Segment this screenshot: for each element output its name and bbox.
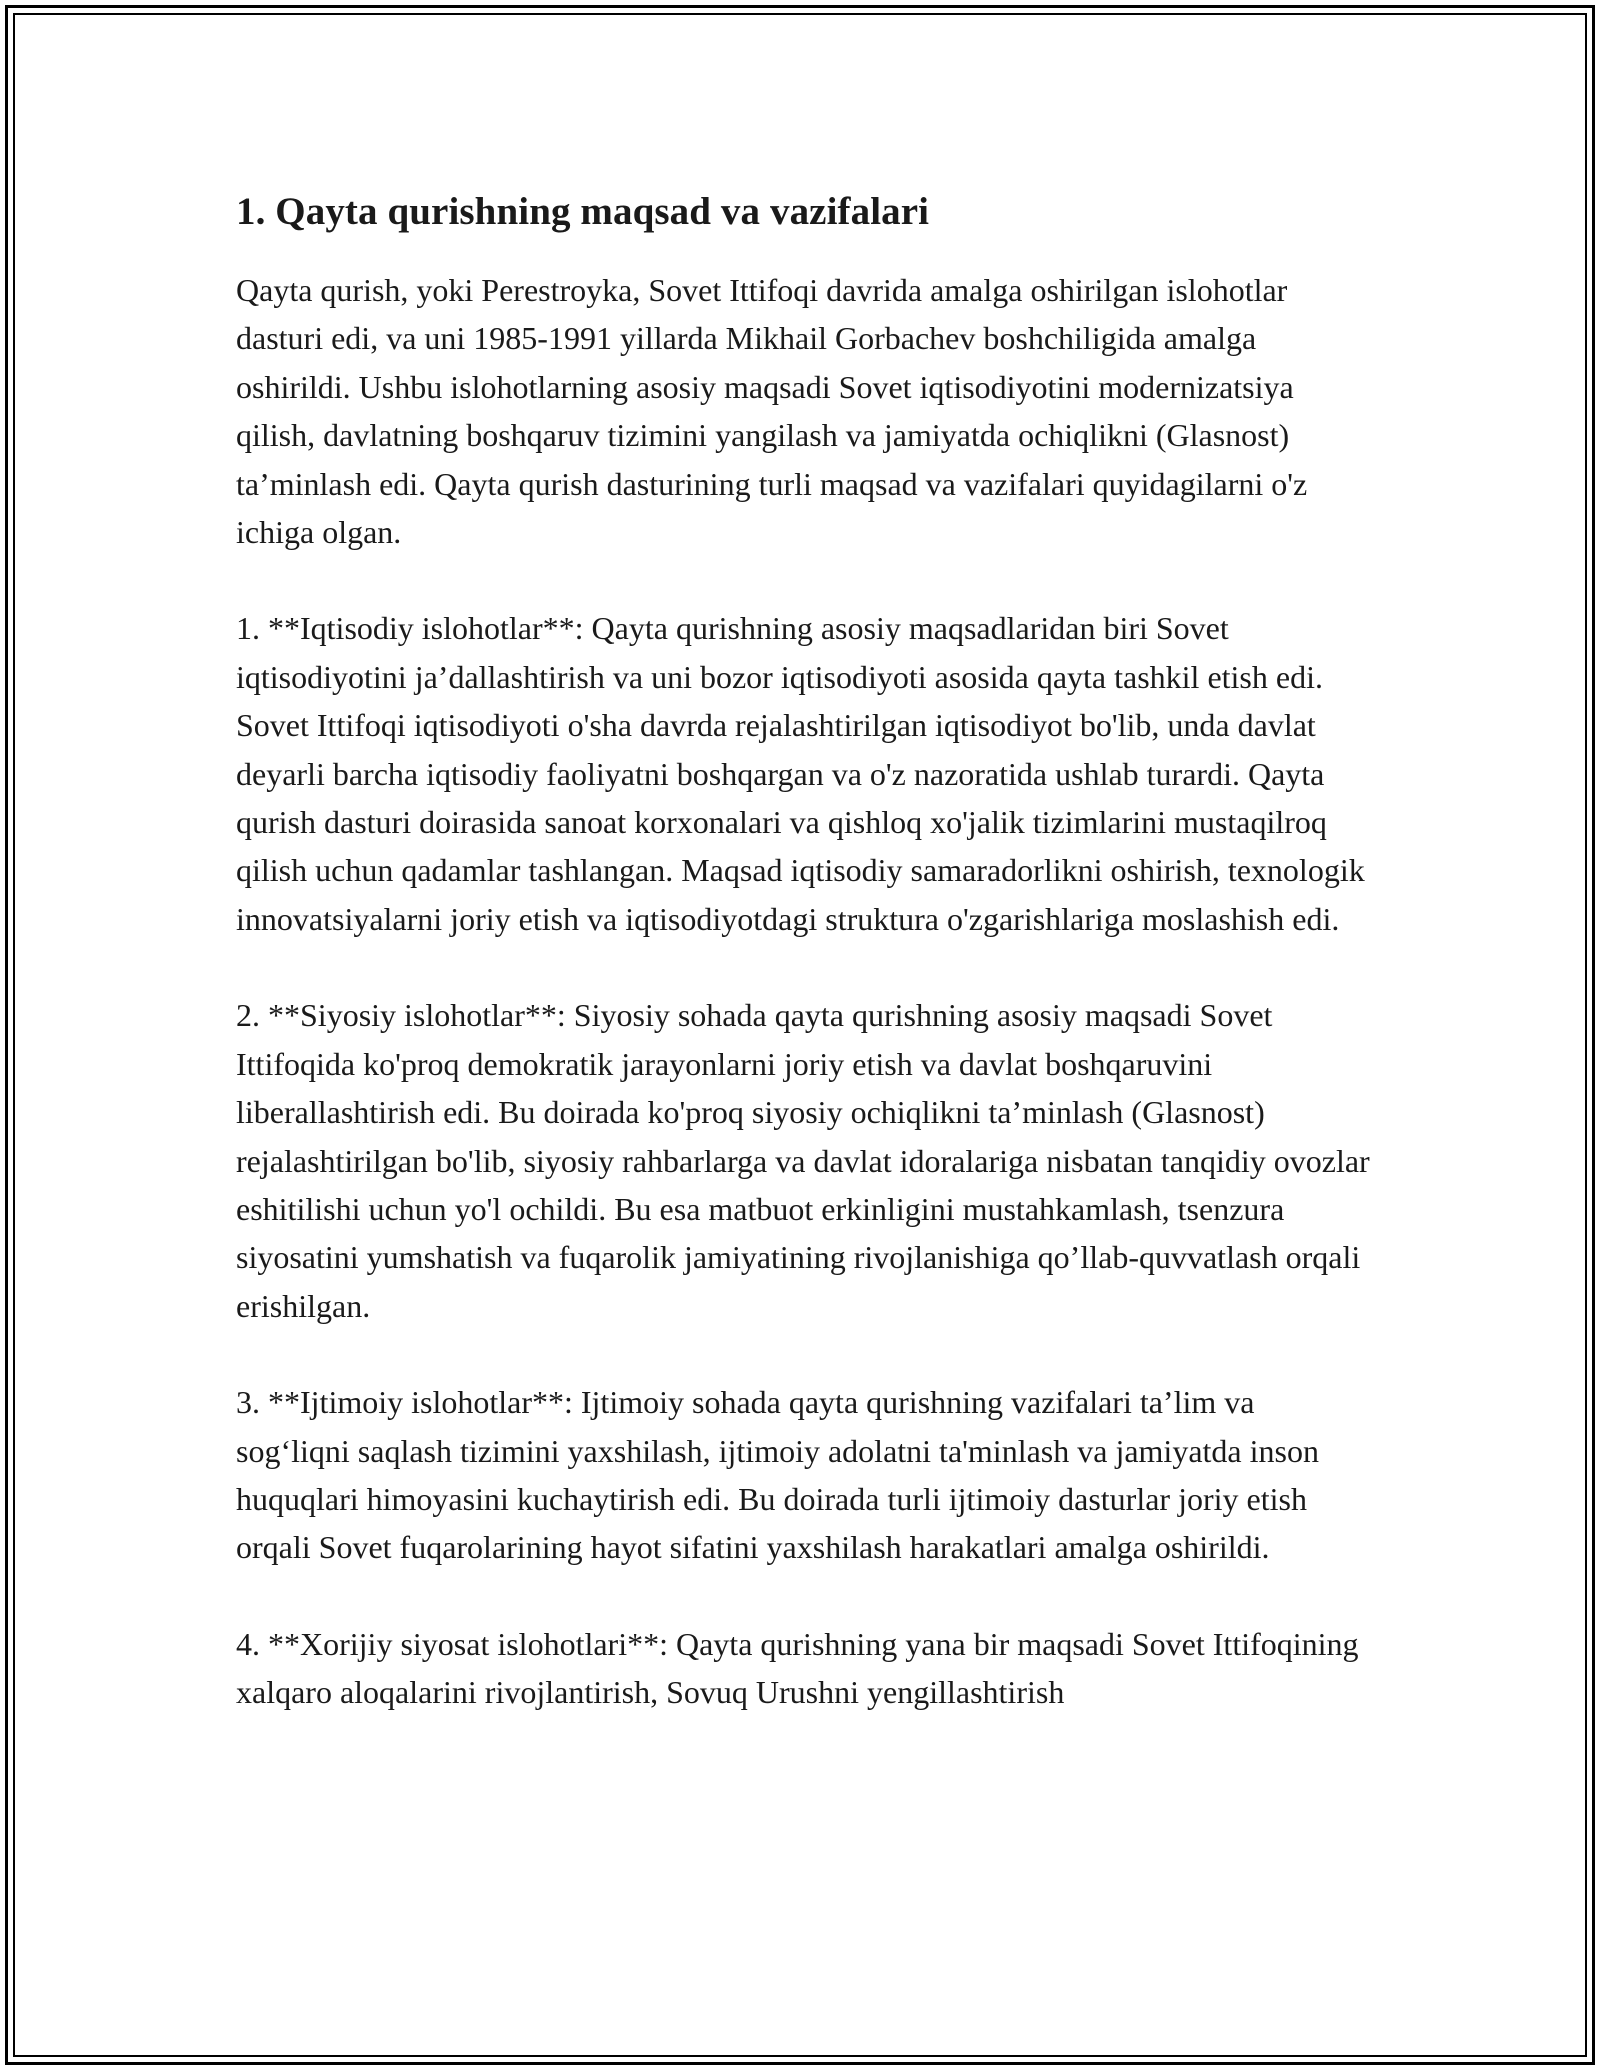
- document-body: [236, 186, 1376, 1765]
- paragraph-social-reforms: 3. **Ijtimoiy islohotlar**: Ijtimoiy sohada qayta qurishning vazifalari ta’lim va sog‘liqni saqlash tizimini yaxshilash, ijtimoiy adolatni ta'minlash va jamiyatda inson huquqlari himoyasini kuchaytirish edi. Bu doirada turli ijtimoiy dasturlar joriy etish orqali Sovet fuqarolarining hayot sifatini yaxshilash harakatlari amalga oshirildi.: [236, 1384, 1319, 1566]
- paragraph-political-reforms: 2. **Siyosiy islohotlar**: Siyosiy sohada qayta qurishning asosiy maqsadi Sovet Ittifoqida ko'proq demokratik jarayonlarni joriy etish va davlat boshqaruvini liberallashtirish edi. Bu doirada ko'proq siyosiy ochiqlikni ta’minlash (Glasnost) rejalashtirilgan bo'lib, siyosiy rahbarlarga va davlat idoralariga nisbatan tanqidiy ovozlar eshitilishi uchun yo'l ochildi. Bu esa matbuot erkinligini mustahkamlash, tsenzura siyosatini yumshatish va fuqarolik jamiyatining rivojlanishiga qo’llab-quvvatlash orqali erishilgan.: [236, 997, 1370, 1324]
- paragraph-foreign-policy-reforms: 4. **Xorijiy siyosat islohotlari**: Qayta qurishning yana bir maqsadi Sovet Ittifoqining xalqaro aloqalarini rivojlantirish, Sovuq Urushni yengillashtirish: [236, 1625, 1359, 1711]
- paragraph-economic-reforms: 1. **Iqtisodiy islohotlar**: Qayta qurishning asosiy maqsadlaridan biri Sovet iqtisodiyotini ja’dallashtirish va uni bozor iqtisodiyoti asosida qayta tashkil etish edi. Sovet Ittifoqi iqtisodiyoti o'sha davrda rejalashtirilgan iqtisodiyot bo'lib, unda davlat deyarli barcha iqtisodiy faoliyatni boshqargan va o'z nazoratida ushlab turardi. Qayta qurish dasturi doirasida sanoat korxonalari va qishloq xo'jalik tizimlarini mustaqilroq qilish uchun qadamlar tashlangan. Maqsad iqtisodiy samaradorlikni oshirish, texnologik innovatsiyalarni joriy etish va iqtisodiyotdagi struktura o'zgarishlariga moslashish edi.: [236, 610, 1365, 937]
- paragraph-intro: Qayta qurish, yoki Perestroyka, Sovet Ittifoqi davrida amalga oshirilgan islohotlar dasturi edi, va uni 1985-1991 yillarda Mikhail Gorbachev boshchiligida amalga oshirildi. Ushbu islohotlarning asosiy maqsadi Sovet iqtisodiyotini modernizatsiya qilish, davlatning boshqaruv tizimini yangilash va jamiyatda ochiqlikni (Glasnost) ta’minlash edi. Qayta qurish dasturining turli maqsad va vazifalari quyidagilarni o'z ichiga olgan.: [236, 272, 1308, 551]
- section-heading: 1. Qayta qurishning maqsad va vazifalari: [236, 190, 930, 233]
